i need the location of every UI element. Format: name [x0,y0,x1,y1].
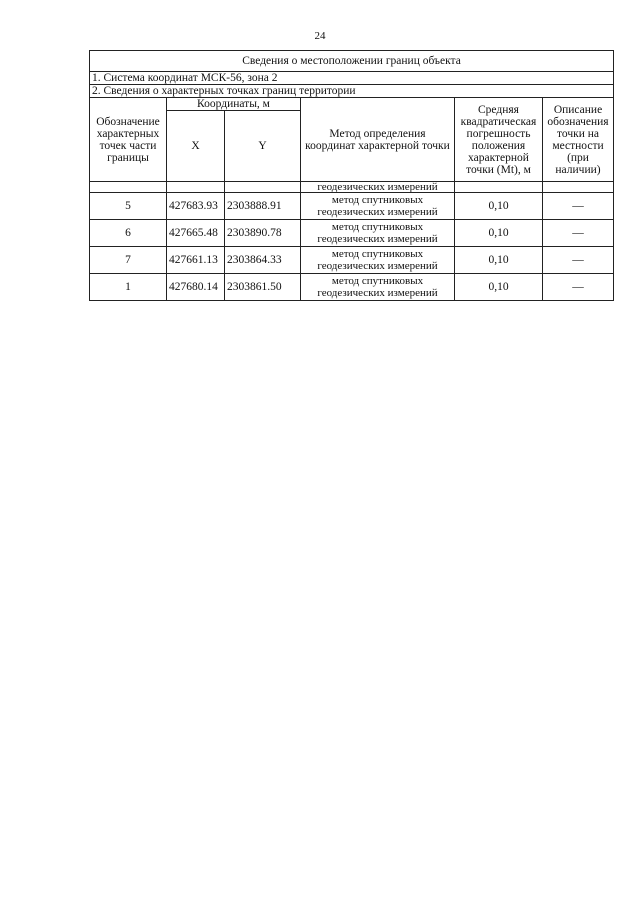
point-id: 1 [90,274,167,301]
coord-x: 427680.14 [167,274,225,301]
header-y: Y [225,111,301,182]
table-row [90,247,614,274]
continuation-y [225,182,301,193]
continuation-x [167,182,225,193]
point-id: 6 [90,220,167,247]
continuation-point [90,182,167,193]
header-description: Описание обозначения точки на местности (при наличии) [543,98,614,182]
description: — [543,193,614,220]
description: — [543,247,614,274]
coord-y: 2303861.50 [225,274,301,301]
method: метод спутниковых геодезических измерений [301,220,455,247]
coord-y: 2303888.91 [225,193,301,220]
continuation-row [90,182,614,193]
header-error: Средняя квадратическая погрешность положения характерной точки (Mt), м [455,98,543,182]
error-value: 0,10 [455,247,543,274]
table-row [90,274,614,301]
point-id: 7 [90,247,167,274]
table-row [90,220,614,247]
table-title: Сведения о местоположении границ объекта [90,51,614,72]
header-row-1 [90,98,614,111]
header-point: Обозначение характерных точек части границы [90,98,167,182]
error-value: 0,10 [455,274,543,301]
description: — [543,220,614,247]
continuation-method: геодезических измерений [301,182,455,193]
method: метод спутниковых геодезических измерений [301,274,455,301]
description: — [543,274,614,301]
page-number: 24 [314,30,326,42]
section2-row [90,85,614,98]
coord-x: 427665.48 [167,220,225,247]
coord-y: 2303890.78 [225,220,301,247]
coord-x: 427683.93 [167,193,225,220]
header-coordinates: Координаты, м [167,98,301,111]
coord-x: 427661.13 [167,247,225,274]
method: метод спутниковых геодезических измерений [301,193,455,220]
table-row [90,193,614,220]
boundary-table [89,50,614,301]
header-method: Метод определения координат характерной точки [301,98,455,182]
points-section-label: 2. Сведения о характерных точках границ территории [90,85,614,98]
header-x: X [167,111,225,182]
error-value: 0,10 [455,220,543,247]
continuation-description [543,182,614,193]
point-id: 5 [90,193,167,220]
method: метод спутниковых геодезических измерений [301,247,455,274]
coordinate-system-label: 1. Система координат МСК-56, зона 2 [90,72,614,85]
section1-row [90,72,614,85]
error-value: 0,10 [455,193,543,220]
coord-y: 2303864.33 [225,247,301,274]
continuation-error [455,182,543,193]
title-row [90,51,614,72]
